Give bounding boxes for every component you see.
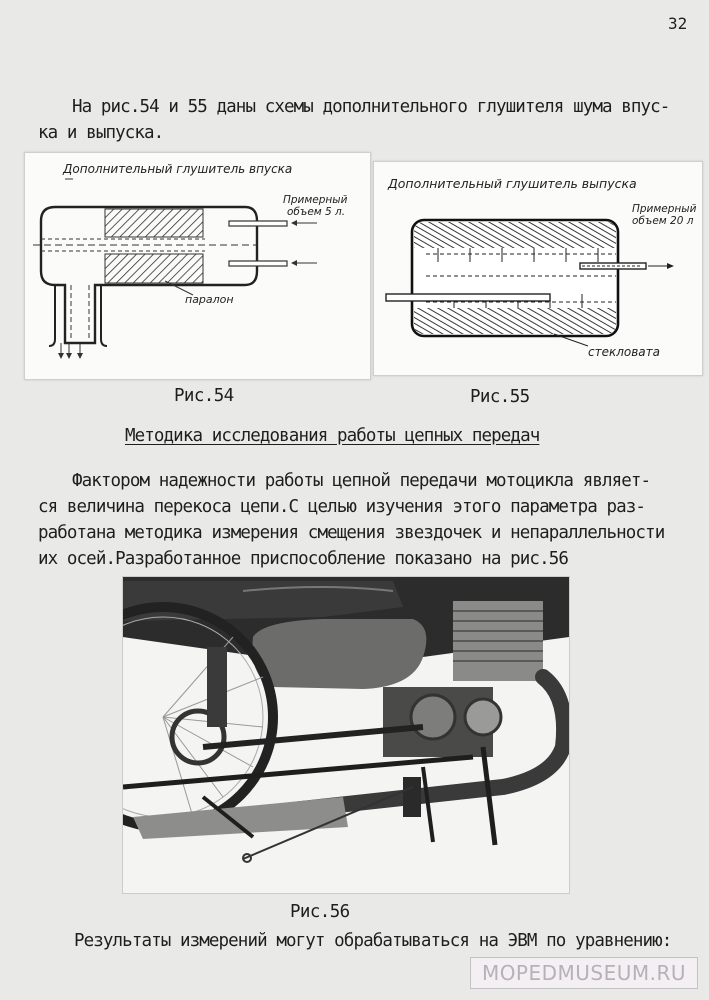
watermark: MOPEDMUSEUM.RU	[470, 957, 698, 989]
fig55-title: Дополнительный глушитель выпуска	[388, 176, 637, 191]
paragraph-line-3: работана методика измерения смещения звездочек и непараллельности	[38, 523, 665, 543]
figure-54-caption: Рис.54	[174, 386, 234, 406]
section-heading: Методика исследования работы цепных передач	[125, 426, 540, 446]
figure-55-caption: Рис.55	[470, 387, 530, 407]
figure-55-exhaust-silencer-diagram	[373, 161, 703, 376]
closing-line: Результаты измерений могут обрабатываться на ЭВМ по уравнению:	[74, 931, 672, 951]
fig55-volume-line-2: объем 20 л	[632, 215, 694, 227]
paragraph-line-4: их осей.Разработанное приспособление показано на рис.56	[38, 549, 568, 569]
fig54-volume-line-2: объем 5 л.	[287, 206, 346, 218]
figure-56-caption: Рис.56	[290, 902, 350, 922]
figure-54-intake-silencer-diagram	[24, 152, 371, 380]
page-number: 32	[668, 14, 688, 33]
fig54-volume-line-1: Примерный	[283, 194, 348, 206]
fig54-title: Дополнительный глушитель впуска	[63, 162, 293, 176]
intro-line-1: На рис.54 и 55 даны схемы дополнительного глушителя шума впус-	[72, 97, 670, 117]
paragraph-line-2: ся величина перекоса цепи.С целью изучения этого параметра раз-	[38, 497, 646, 517]
intro-line-2: ка и выпуска.	[38, 123, 164, 143]
figure-56-motorcycle-photo	[122, 576, 570, 894]
fig55-glasswool-label: стекловата	[588, 345, 660, 359]
paragraph-line-1: Фактором надежности работы цепной передачи мотоцикла являет-	[72, 471, 651, 491]
fig55-volume-line-1: Примерный	[632, 203, 697, 215]
fig54-foam-label: паралон	[185, 293, 234, 306]
